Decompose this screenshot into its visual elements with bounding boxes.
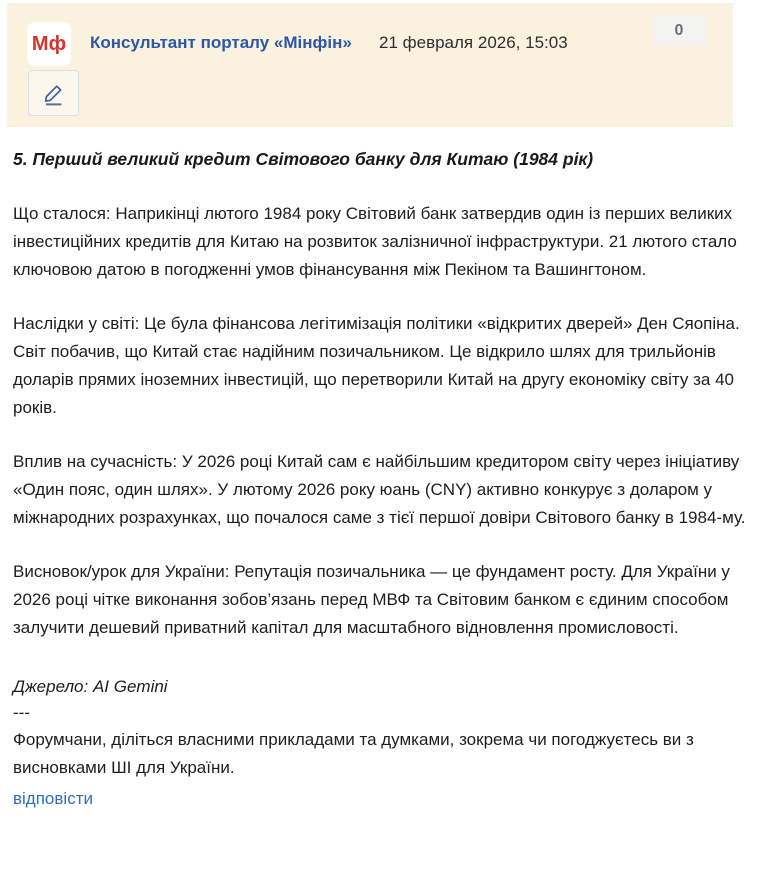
post-paragraph: Висновок/урок для України: Репутація позичальника — це фундамент росту. Для України у 2026 році чітке виконання зобов’язань перед МВФ та Світовим банком є єдиним способом залучити дешевий приватний капітал для масштабного відновлення промисловості. bbox=[13, 562, 730, 637]
avatar[interactable] bbox=[27, 22, 71, 66]
edit-button[interactable] bbox=[28, 70, 79, 116]
post-paragraph: Наслідки у світі: Це була фінансова легітимізація політики «відкритих дверей» Ден Сяопіна. Світ побачив, що Китай стає надійним позичальником. Це відкрило шлях для трильйонів доларів прямих іноземних інвестицій, що перетворили Китай на другу економіку світу за 40 років. bbox=[13, 314, 740, 417]
post-title: 5. Перший великий кредит Світового банку для Китаю (1984 рік) bbox=[13, 149, 594, 169]
post-paragraph: Вплив на сучасність: У 2026 році Китай сам є найбільшим кредитором світу через ініціативу «Один пояс, один шлях». У лютому 2026 року юань (CNY) активно конкурує з доларом у міжнародних розрахунках, що почалося саме з тієї першої довіри Світового банку в 1984-му. bbox=[13, 452, 746, 527]
author-link[interactable]: Консультант порталу «Мінфін» bbox=[90, 33, 352, 52]
rating-count: 0 bbox=[674, 22, 684, 39]
reply-link[interactable]: відповісти bbox=[13, 789, 93, 808]
rating-badge bbox=[653, 16, 705, 46]
pencil-icon bbox=[40, 80, 67, 107]
post-timestamp: 21 февраля 2026, 15:03 bbox=[379, 33, 568, 52]
post-paragraph: Що сталося: Наприкінці лютого 1984 року Світовий банк затвердив один із перших великих інвестиційних кредитів для Китаю на розвиток залізничної інфраструктури. 21 лютого стало ключовою датою в погодженні умов фінансування між Пекіном та Вашингтоном. bbox=[13, 204, 737, 279]
post-header bbox=[7, 3, 733, 127]
source-line: Джерело: AI Gemini bbox=[13, 677, 168, 696]
footer-paragraph: Форумчани, діліться власними прикладами та думками, зокрема чи погоджуєтесь ви з висновками ШІ для України. bbox=[13, 730, 694, 777]
separator-line: --- bbox=[13, 703, 30, 722]
avatar-initials: Мф bbox=[31, 32, 67, 55]
post-body bbox=[0, 127, 757, 811]
